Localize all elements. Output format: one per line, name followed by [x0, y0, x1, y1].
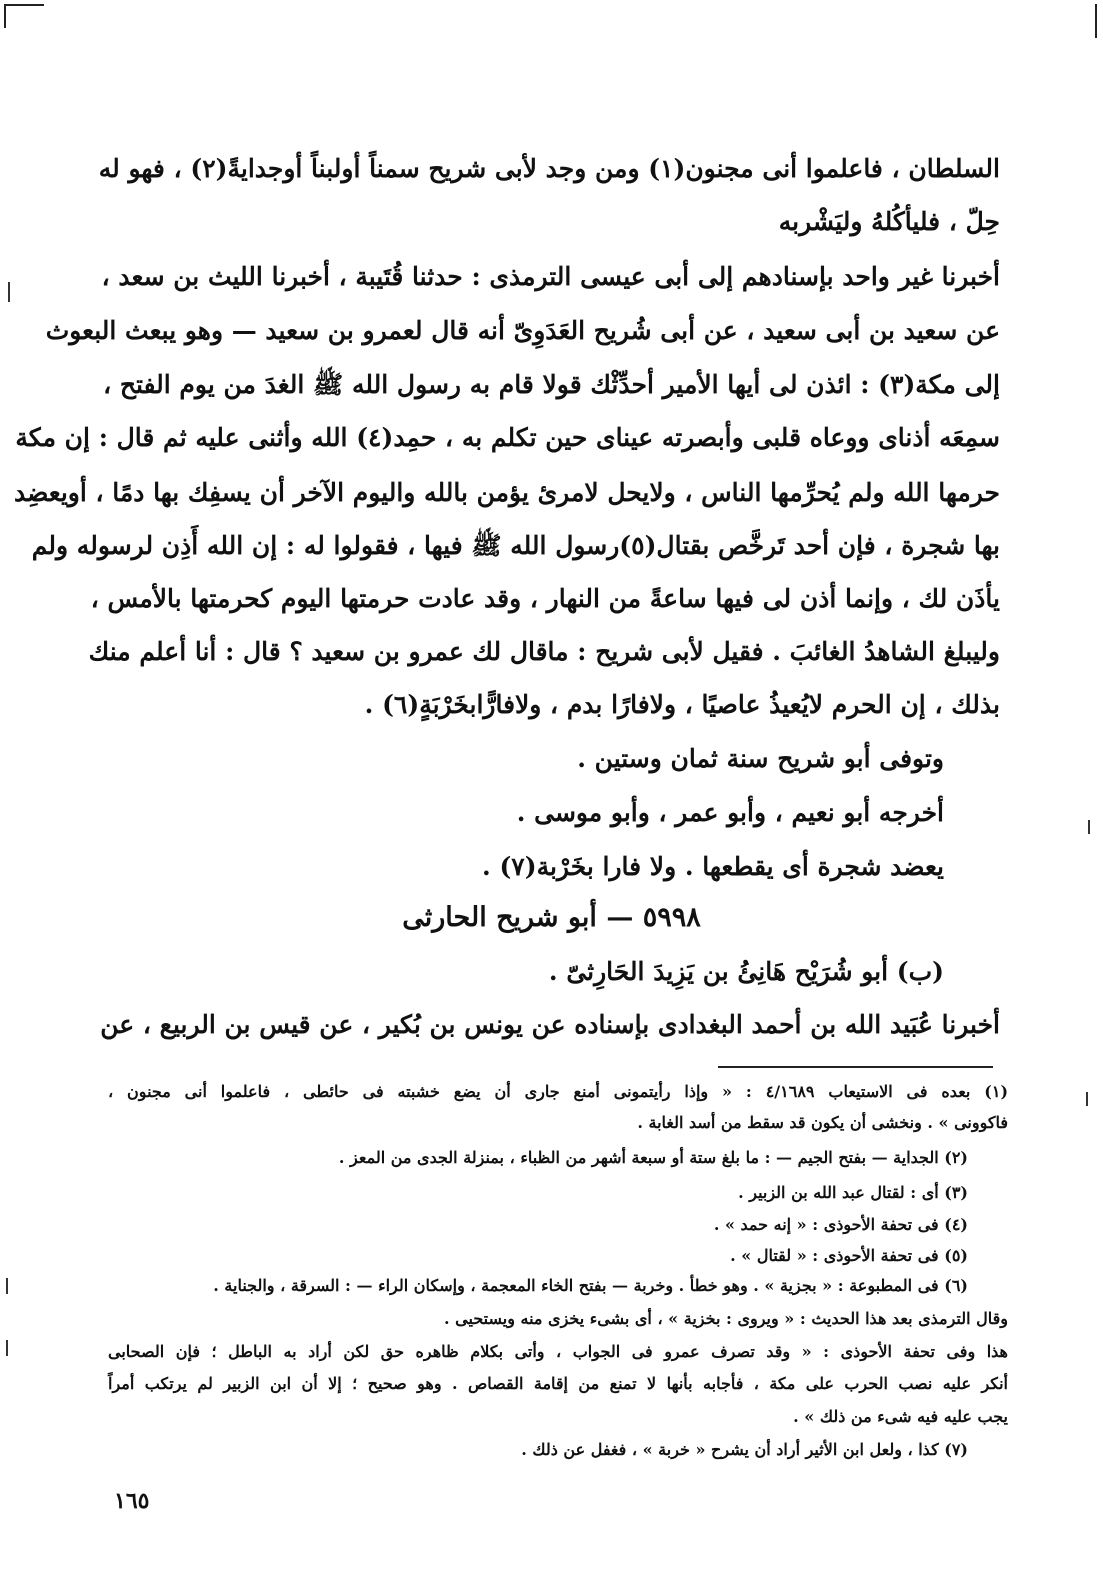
margin-mark [1086, 1092, 1088, 1106]
scan-corner-mark [4, 4, 44, 12]
scan-edge-mark [1095, 4, 1097, 38]
text-line: وليبلغ الشاهدُ الغائبَ . فقيل لأبى شريح : ماقال لك عمرو بن سعيد ؟ قال : أنا أعلم منك [88, 637, 1000, 666]
text-line: بذلك ، إن الحرم لايُعيذُ عاصيًا ، ولافارًا بدم ، ولافارًّابخَرْبَةٍ(٦) . [364, 690, 1000, 719]
text-line: حرمها الله ولم يُحرِّمها الناس ، ولايحل لامرئ يؤمن بالله واليوم الآخر أن يسفِك بها دمًا ، أويعضِد [13, 478, 1000, 507]
text-line: إلى مكة(٣) : ائذن لى أيها الأمير أحدِّثْك قولا قام به رسول الله ﷺ الغدَ من يوم الفتح ، [103, 370, 1000, 399]
footnote-line: يجب عليه فيه شىء من ذلك » . [793, 1407, 1008, 1426]
footnote-line: فاكوونى » . ونخشى أن يكون قد سقط من أسد الغابة . [637, 1113, 1008, 1132]
entry-heading: ٥٩٩٨ — أبو شريح الحارثى [402, 902, 701, 933]
margin-mark [6, 1278, 8, 1294]
footnote-line: أنكر عليه نصب الحرب على مكة ، فأجابه بأنها لا تمنع من إقامة القصاص . وهو صحيح ؛ إلا أن ابن الزبير لم يرتكب أمراً [108, 1374, 1008, 1393]
footnote-line: (٥) فى تحفة الأحوذى : « لقتال » . [730, 1246, 968, 1265]
footnote-line: هذا وفى تحفة الأحوذى : « وقد تصرف عمرو فى الجواب ، وأتى بكلام ظاهره حق لكن أراد به الباطل ؛ فإن الصحابى [108, 1342, 1008, 1361]
text-line: عن سعيد بن أبى سعيد ، عن أبى شُريح العَدَوِىّ أنه قال لعمرو بن سعيد — وهو يبعث البعوث [45, 316, 1000, 345]
margin-mark [8, 282, 10, 302]
text-line: بها شجرة ، فإن أحد تَرخَّص بقتال(٥)رسول الله ﷺ فيها ، فقولوا له : إن الله أَذِن لرسوله ولم [31, 531, 1000, 560]
text-line: السلطان ، فاعلموا أنى مجنون(١) ومن وجد لأبى شريح سمناً أولبناً أوجدايةً(٢) ، فهو له [98, 154, 1000, 183]
footnote-line: (٤) فى تحفة الأحوذى : « إنه حمد » . [713, 1215, 968, 1234]
text-line: حِلّ ، فليأكُلهُ وليَشْربه [778, 207, 1000, 236]
margin-mark [1088, 820, 1090, 834]
footnote-line: (٧) كذا ، ولعل ابن الأثير أراد أن يشرح « خربة » ، فغفل عن ذلك . [521, 1440, 968, 1459]
text-line: سمِعَه أذناى ووعاه قلبى وأبصرته عيناى حين تكلم به ، حمِد(٤) الله وأثنى عليه ثم قال : إن مكة [15, 423, 1000, 452]
text-line: (ب) أبو شُرَيْح هَانِئُ بن يَزِيدَ الحَارِثىّ . [548, 957, 944, 986]
text-line: يأذَن لك ، وإنما أذن لى فيها ساعةً من النهار ، وقد عادت حرمتها اليوم كحرمتها بالأمس ، [90, 584, 1000, 613]
text-line: وتوفى أبو شريح سنة ثمان وستين . [577, 744, 944, 773]
footnote-line: (١) بعده فى الاستيعاب ٤/١٦٨٩ : « وإذا رأيتمونى أمنع جارى أن يضع خشبته فى حائطى ، فاعلموا أنى مجنون ، [108, 1082, 1009, 1101]
footnotes [13, 0, 1009, 1480]
footnote-line: (٦) فى المطبوعة : « بجزية » . وهو خطأ . وخربة — بفتح الخاء المعجمة ، وإسكان الراء — : السرقة ، والجناية . [213, 1276, 968, 1295]
text-line: أخرجه أبو نعيم ، وأبو عمر ، وأبو موسى . [516, 798, 944, 827]
scan-corner-mark-vertical [4, 4, 6, 28]
text-line: أخبرنا غير واحد بإسنادهم إلى أبى عيسى الترمذى : حدثنا قُتَيبة ، أخبرنا الليث بن سعد ، [101, 262, 1000, 291]
footnote-line: (٢) الجداية — بفتح الجيم — : ما بلغ ستة أو سبعة أشهر من الظباء ، بمنزلة الجدى من المعز . [338, 1148, 968, 1167]
footnote-line: (٣) أى : لقتال عبد الله بن الزبير . [738, 1183, 968, 1202]
text-line: أخبرنا عُبَيد الله بن أحمد البغدادى بإسناده عن يونس بن بُكير ، عن قيس بن الربيع ، عن [100, 1010, 1000, 1039]
page-number: ١٦٥ [114, 1488, 150, 1514]
footnote-line: وقال الترمذى بعد هذا الحديث : « ويروى : بخزية » ، أى بشىء يخزى منه ويستحيى . [444, 1309, 1008, 1328]
text-line: يعضد شجرة أى يقطعها . ولا فارا بخَرْبة(٧) . [482, 852, 944, 881]
margin-mark [6, 1340, 8, 1356]
